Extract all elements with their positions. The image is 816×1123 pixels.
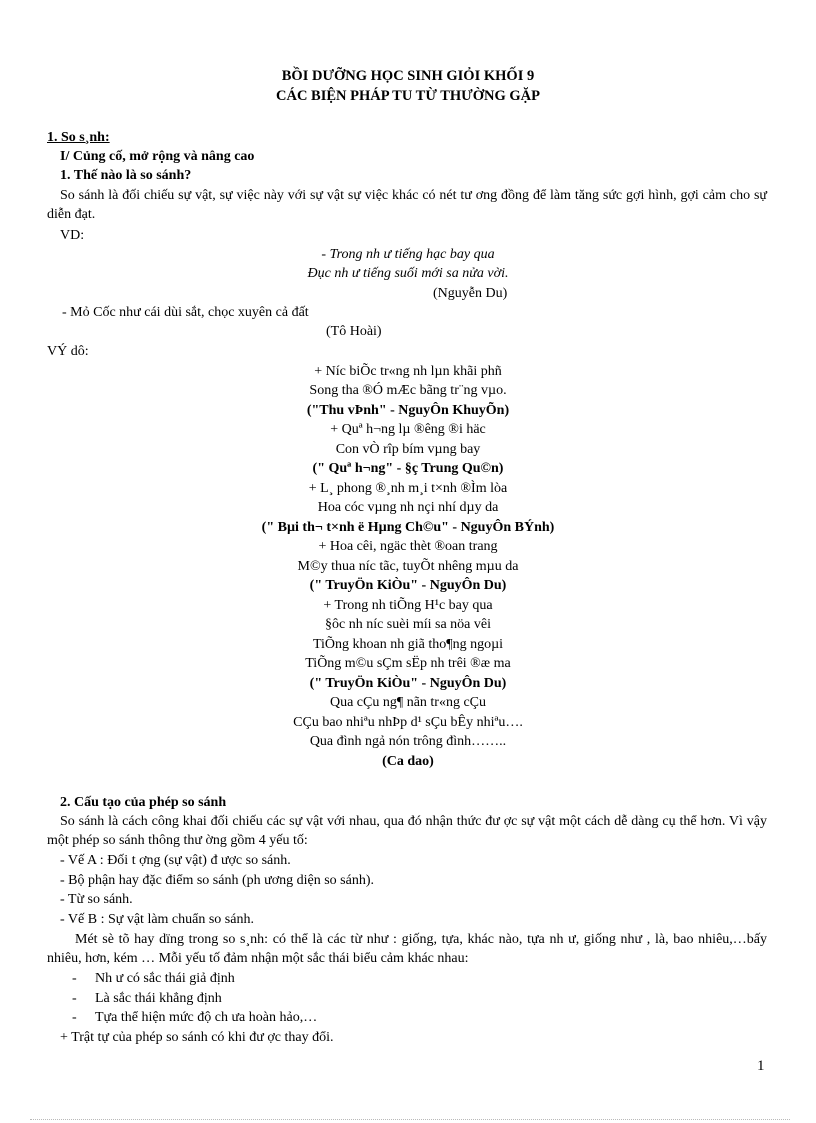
bullet-item: Tựa thể hiện mức độ ch ưa hoàn hảo,…	[95, 1010, 318, 1025]
structure-item: - Từ so sánh.	[60, 892, 133, 907]
example1-line2: Đục nh ư tiếng suối mới sa nửa vời.	[307, 266, 509, 281]
verse-line: CÇu bao nhiªu nhÞp d¹ sÇu bÊy nhiªu….	[293, 715, 523, 730]
title-line-1: BỒI DƯỠNG HỌC SINH GIỎI KHỐI 9	[281, 68, 535, 84]
verse-line: Song tha ®Ó mÆc bãng tr¨ng vµo.	[309, 383, 507, 398]
vidu-label: VÝ dô:	[47, 344, 89, 359]
verse-citation: (" Quª h¬ng" - §ç Trung Qu©n)	[312, 461, 504, 476]
section2-heading: 2. Cấu tạo của phép so sánh	[60, 795, 227, 810]
verse-line: + Quª h¬ng lµ ®êng ®i häc	[330, 422, 486, 437]
verse-line: Qua cÇu ng¶ nãn tr«ng cÇu	[329, 695, 487, 710]
verse-line: + Trong nh tiÕng H¹c bay qua	[323, 598, 493, 613]
order-note: + Trật tự của phép so sánh có khi đư ợc thay đổi.	[60, 1030, 334, 1045]
subheading-i: I/ Củng cố, mở rộng và nâng cao	[60, 149, 255, 164]
verse-citation: ("Thu vÞnh" - NguyÔn KhuyÕn)	[306, 403, 510, 418]
subheading-1: 1. Thế nào là so sánh?	[60, 168, 192, 183]
verse-citation: (Ca dao)	[382, 754, 434, 769]
bullet-dash: -	[72, 971, 77, 986]
structure-item: - Vế B : Sự vật làm chuẩn so sánh.	[60, 912, 254, 927]
bullet-item: Là sắc thái khẳng định	[95, 991, 222, 1006]
verse-line: Qua đình ngả nón trông đình……..	[309, 734, 507, 749]
verse-line: + Hoa cêi, ngäc thèt ®oan trang	[318, 539, 498, 554]
section2-intro: So sánh là cách công khai đối chiếu các sự vật với nhau, qua đó nhận thức đư ợc sự vật một cách dễ dàng cụ thể hơn. Vì vậy một phép so sánh thông thư ờng gồm 4 yếu tố:	[47, 814, 767, 848]
bullet-dash: -	[72, 1010, 77, 1025]
definition-paragraph: So sánh là đối chiếu sự vật, sự việc này với sự vật sự việc khác có nét tư ơng đồng để làm tăng sức gợi hình, gợi cảm cho sự diễn đạt.	[47, 188, 767, 222]
verse-line: M©y thua níc tãc, tuyÕt nhêng mµu da	[297, 559, 519, 574]
verse-citation: (" Bµi th¬ t×nh ë Hµng Ch©u" - NguyÔn BÝnh)	[261, 520, 555, 535]
example2-line: - Mỏ Cốc như cái dùi sắt, chọc xuyên cả đất	[62, 305, 309, 320]
vd-label: VD:	[60, 228, 85, 243]
example2-author: (Tô Hoài)	[326, 324, 382, 339]
verse-line: §ôc nh níc suèi míi sa nöa vêi	[324, 617, 492, 632]
verse-line: Con vÒ rîp bím vµng bay	[335, 442, 481, 457]
page-footer-divider	[30, 1119, 790, 1120]
structure-item: - Bộ phận hay đặc điểm so sánh (ph ương diện so sánh).	[60, 873, 374, 888]
verse-line: Hoa cóc vµng nh nçi nhí dµy da	[317, 500, 499, 515]
example1-author: (Nguyễn Du)	[433, 286, 508, 301]
verse-citation: (" TruyÖn KiÒu" - NguyÔn Du)	[309, 578, 507, 593]
title-line-2: CÁC BIỆN PHÁP TU TỪ THƯỜNG GẶP	[276, 88, 540, 104]
section1-heading: 1. So s¸nh:	[47, 130, 110, 145]
verse-line: + Níc biÕc tr«ng nh lµn khãi phñ	[314, 364, 502, 379]
verse-citation: (" TruyÖn KiÒu" - NguyÔn Du)	[309, 676, 507, 691]
comparison-words-paragraph: Mét sè tõ hay dïng trong so s¸nh: có thể là các từ như : giống, tựa, khác nào, tựa nh ư, giống như , là, bao nhiêu,…bấy nhiêu, hơn, kém … Mỗi yếu tố đảm nhận một sắc thái biểu cảm khác nhau:	[47, 932, 767, 966]
bullet-item: Nh ư có sắc thái giả định	[95, 971, 235, 986]
structure-item: - Vế A : Đối t ợng (sự vật) đ ược so sánh.	[60, 853, 291, 868]
example1-line1: - Trong nh ư tiếng hạc bay qua	[321, 247, 495, 262]
page-number: 1	[757, 1058, 765, 1074]
verse-line: TiÕng khoan nh giã tho¶ng ngoµi	[312, 637, 504, 652]
verse-line: TiÕng m©u sÇm sËp nh trêi ®æ ma	[305, 656, 511, 671]
verse-line: + L¸ phong ®¸nh m¸i t×nh ®Ìm lòa	[308, 481, 508, 496]
bullet-dash: -	[72, 991, 77, 1006]
